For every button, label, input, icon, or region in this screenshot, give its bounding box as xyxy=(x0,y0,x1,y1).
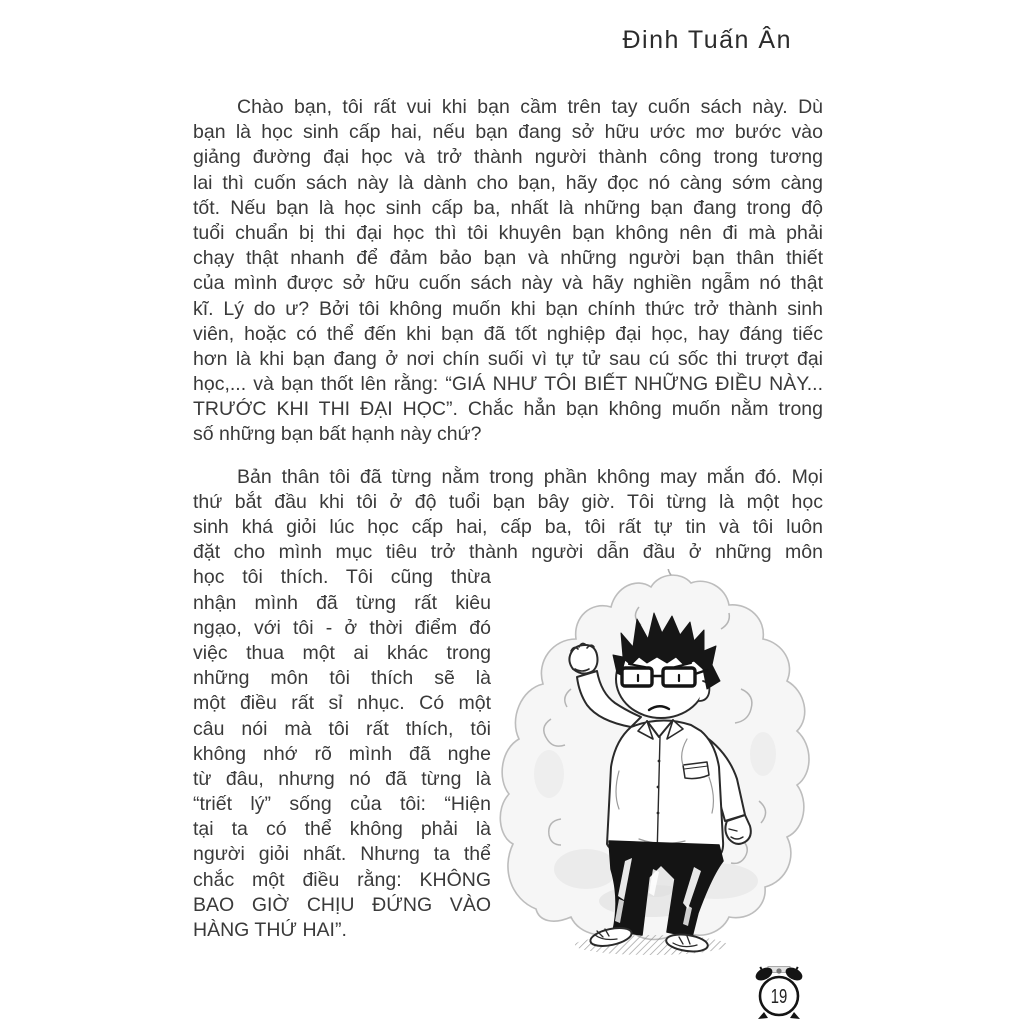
text-line: học tôi thích. Tôi cũng thừa xyxy=(193,566,491,589)
text-line: thứ bắt đầu khi tôi ở độ tuổi bạn bây giờ. Tôi từng là một học xyxy=(193,490,823,513)
running-head-author: Đinh Tuấn Ân xyxy=(622,26,792,54)
text-line: tuổi chuẩn bị thi đại học thì tôi khuyên bạn không nên đi mà phải xyxy=(193,221,823,244)
text-line: nhận mình đã từng rất kiêu xyxy=(193,591,491,614)
text-line: TRƯỚC KHI THI ĐẠI HỌC”. Chắc hẳn bạn không muốn nằm trong xyxy=(193,398,823,421)
text-line: một điều rất sỉ nhục. Có một xyxy=(193,692,491,715)
text-line: ngạo, với tôi - ở thời điểm đó xyxy=(193,616,491,639)
text-line: việc thua một ai khác trong xyxy=(193,641,491,664)
text-line: viên, hoặc có thể đến khi bạn đã tốt nghiệp đại học, hay đáng tiếc xyxy=(193,322,823,345)
text-line: kĩ. Lý do ư? Bởi tôi không muốn khi bạn chính thức trở thành sinh xyxy=(193,297,823,320)
text-line: tại ta có thể không phải là xyxy=(193,818,491,841)
text-line: chạy thật nhanh để đảm bảo bạn và những người bạn thân thiết xyxy=(193,247,823,270)
text-line: những môn tôi thích sẽ là xyxy=(193,667,491,690)
text-line: người giỏi nhất. Nhưng ta thể xyxy=(193,843,491,866)
text-line: học,... và bạn thốt lên rằng: “GIÁ NHƯ TÔI BIẾT NHỮNG ĐIỀU NÀY... xyxy=(193,373,823,396)
paragraph-1 xyxy=(193,95,823,448)
text-line: số những bạn bất hạnh này chứ? xyxy=(193,423,482,446)
text-line: tốt. Nếu bạn là học sinh cấp ba, nhất là những bạn đang trong độ xyxy=(193,196,823,219)
hanging-fist xyxy=(725,815,750,844)
raised-fist xyxy=(569,644,597,674)
paragraph-2-intro xyxy=(193,465,823,566)
text-line: chắc một điều rằng: KHÔNG xyxy=(193,868,491,891)
page-number-badge xyxy=(751,964,807,1022)
text-line: hơn là khi bạn đang ở nơi chín suối vì tự tử sau cú sốc thi trượt đại xyxy=(193,347,823,370)
illustration-boy-flames xyxy=(491,569,823,968)
paragraph-2-wrap-column xyxy=(193,565,491,943)
text-line: Chào bạn, tôi rất vui khi bạn cầm trên tay cuốn sách này. Dù xyxy=(237,96,823,118)
text-wrap-row xyxy=(193,565,823,968)
text-line: từ đâu, nhưng nó đã từng là xyxy=(193,767,491,790)
text-line: đặt cho mình mục tiêu trở thành người dẫn đầu ở những môn xyxy=(193,541,823,564)
text-line: “triết lý” sống của tôi: “Hiện xyxy=(193,793,491,816)
text-line: Bản thân tôi đã từng nằm trong phần không may mắn đó. Mọi xyxy=(237,465,823,488)
text-line: bạn là học sinh cấp hai, nếu bạn đang sở hữu ước mơ bước vào xyxy=(193,121,823,144)
determined-boy-with-glasses-raised-fist-flame-aura-icon xyxy=(491,569,823,961)
text-line: lai thì cuốn sách này là dành cho bạn, hãy đọc nó càng sớm càng xyxy=(193,171,823,194)
text-line: BAO GIỜ CHỊU ĐỨNG VÀO xyxy=(193,893,491,916)
page-number: 19 xyxy=(770,984,788,1008)
body-text xyxy=(193,95,823,969)
alarm-clock-icon xyxy=(751,964,807,1022)
text-line: sinh khá giỏi lúc học cấp hai, cấp ba, tôi rất tự tin và tôi luôn xyxy=(193,516,823,538)
glasses xyxy=(622,668,707,686)
text-line: câu nói mà tôi rất thích, tôi xyxy=(193,717,491,740)
text-line: HÀNG THỨ HAI”. xyxy=(193,919,347,941)
text-line: giảng đường đại học và trở thành người thành công trong tương xyxy=(193,146,823,169)
text-line: của mình được sở hữu cuốn sách này và hãy nghiền ngẫm nó thật xyxy=(193,272,823,295)
text-line: không nhớ rõ mình đã nghe xyxy=(193,742,491,765)
